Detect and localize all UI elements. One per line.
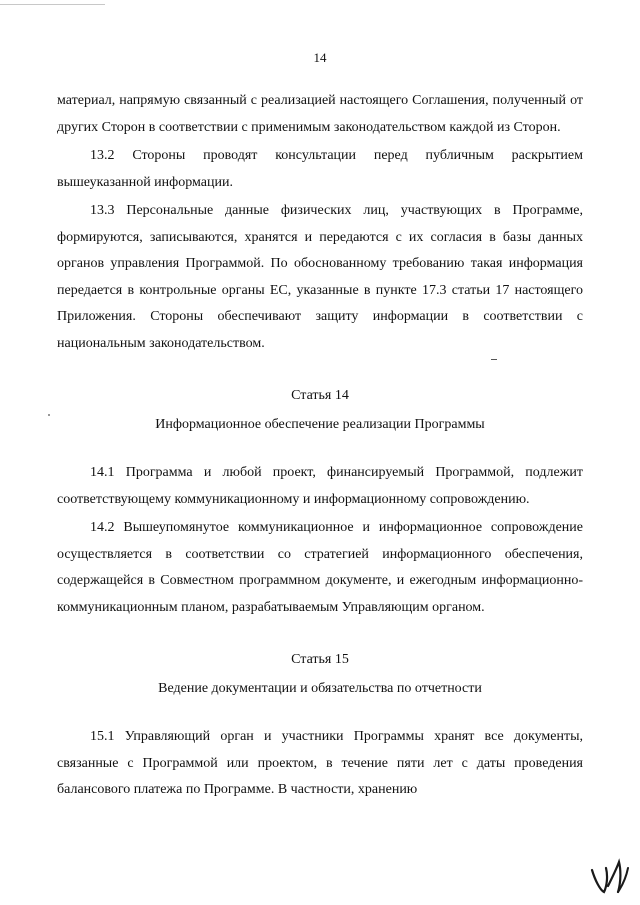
stray-dot <box>48 414 50 416</box>
paragraph-14-2: 14.2 Вышеупомянутое коммуникационное и информационное сопровождение осуществляется в соответствии со стратегией информационного обеспечения, содержащейся в Совместном программном документе, и ежегодным информационно-коммуникационным планом, разрабатываемым Управляющим органом. <box>57 520 583 615</box>
article-14-number: Статья 14 <box>291 388 349 403</box>
handwritten-initials-signature <box>588 856 632 898</box>
page-number: 14 <box>313 50 327 65</box>
paragraph-13-1-continuation: материал, напрямую связанный с реализацией настоящего Соглашения, полученный от других Сторон в соответствии с применимым законодательством каждой из Сторон. <box>57 93 583 135</box>
article-15-number: Статья 15 <box>291 652 349 667</box>
paragraph-13-3: 13.3 Персональные данные физических лиц, участвующих в Программе, формируются, записываются, хранятся и передаются с их согласия в базы данных органов управления Программой. По обоснованному требованию такая информация передается в контрольные органы ЕС, указанные в пункте 17.3 статьи 17 настоящего Приложения. Стороны обеспечивают защиту информации в соответствии с национальным законодательством. <box>57 203 583 351</box>
document-body <box>57 88 583 804</box>
stray-mark <box>491 359 497 360</box>
paragraph-14-1: 14.1 Программа и любой проект, финансируемый Программой, подлежит соответствующему коммуникационному и информационному сопровождению. <box>57 465 583 507</box>
paragraph-13-2: 13.2 Стороны проводят консультации перед публичным раскрытием вышеуказанной информации. <box>57 148 583 190</box>
paragraph-15-1: 15.1 Управляющий орган и участники Программы хранят все документы, связанные с Программой или проектом, в течение пяти лет с даты проведения балансового платежа по Программе. В частности, хранению <box>57 729 583 797</box>
article-14-title: Информационное обеспечение реализации Программы <box>155 416 485 432</box>
top-edge-rule <box>0 4 105 5</box>
article-15-title: Ведение документации и обязательства по отчетности <box>158 680 482 696</box>
